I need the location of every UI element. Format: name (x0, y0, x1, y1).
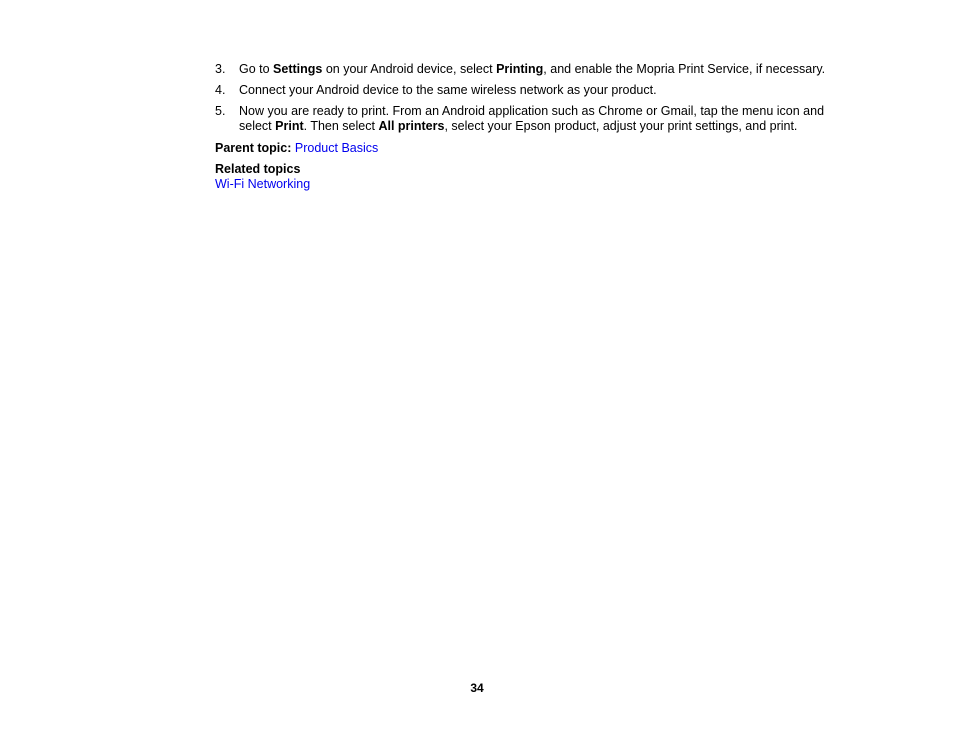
document-content (215, 62, 827, 192)
step-text-segment: Go to (239, 62, 274, 76)
step-number: 4. (215, 83, 226, 97)
step-text-segment: Connect your Android device to the same wireless network as your product. (239, 83, 657, 97)
parent-topic (215, 141, 827, 156)
step-text-segment: on your Android device, select (322, 62, 497, 76)
step-3 (215, 62, 827, 77)
step-text (239, 83, 827, 98)
product-basics-link[interactable]: Product Basics (294, 141, 379, 155)
step-number: 3. (215, 62, 226, 76)
step-text-segment: . Then select (303, 119, 379, 133)
step-text-segment: , and enable the Mopria Print Service, if necessary. (543, 62, 826, 76)
step-text-bold: Settings (273, 62, 323, 76)
step-number: 5. (215, 104, 226, 118)
page-number: 34 (470, 681, 484, 695)
step-text-segment: Now you are ready to print. From an Android application such as Chrome or Gmail, tap the menu icon and select (239, 104, 825, 133)
parent-topic-label: Parent topic: (215, 141, 292, 155)
step-text-bold: All printers (378, 119, 445, 133)
step-5 (215, 104, 827, 134)
wifi-networking-link[interactable]: Wi-Fi Networking (215, 177, 311, 191)
related-topics-heading: Related topics (215, 162, 301, 176)
step-text (239, 62, 827, 77)
step-4 (215, 83, 827, 98)
step-text-bold: Printing (496, 62, 544, 76)
step-text-segment: , select your Epson product, adjust your print settings, and print. (444, 119, 798, 133)
step-text-bold: Print (275, 119, 304, 133)
step-text (239, 104, 827, 134)
related-topics-list (215, 177, 827, 192)
